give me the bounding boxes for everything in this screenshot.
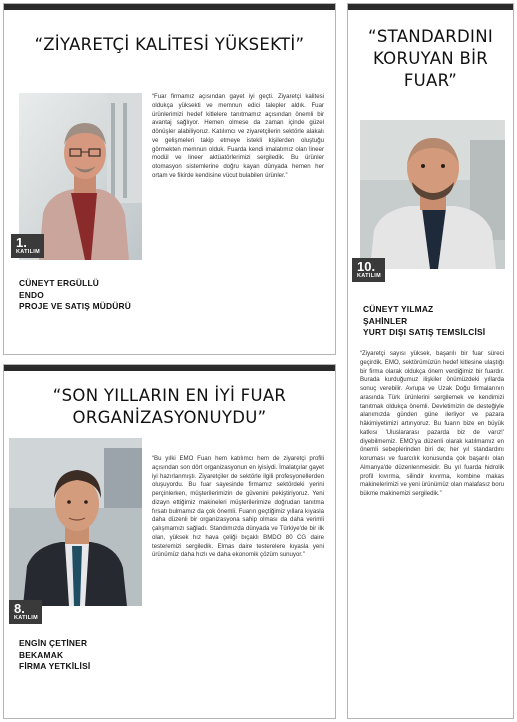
rank-badge: [9, 600, 42, 624]
portrait-image: [360, 120, 505, 269]
rank-number: 10.: [357, 259, 376, 274]
rank-badge: [352, 258, 385, 282]
interview-card-1: [3, 3, 336, 355]
interview-card-2: [347, 3, 514, 719]
person-info: [19, 638, 90, 673]
interview-quote: “Fuar firmamız açısından gayet iyi geçti. Ziyaretçi kalitesi oldukça yüksekti ve memnun edici talepler aldık. Fuar ürünlerimizi hedef kitlelere tanıtmamız açısından önemli bir avantaj sağlıyor. Hemen olmese da zaman içinde güzel dönüşler alabiliyoruz. Katılımcı ve ziyaretçilerin sektörle alakalı ve gelişmeleri takip etmeye istekli kişilerden oluştuğu görmekten memnun olduk. Fuarda kendi imalatımız olan lineer modül ve lineer aktüatörlerimizi sergiledik. Bu ürünler otomasyon sistemlerine doğru kayan dünyada hemen her ortam ve fikirde kendisine vücut bulabilen ürünler.”: [152, 93, 324, 179]
person-company: BEKAMAK: [19, 649, 64, 660]
person-name: CÜNEYT ERGÜLLÜ: [19, 278, 100, 288]
interview-quote: “Ziyaretçi sayısı yüksek, başarılı bir fuar süreci geçirdik. EMO, sektörümüzün hedef kitlesine ulaştığı bir firma olarak oldukça önem verdiğimiz bir fuardır. Burada kurduğumuz ilişkiler önümüzdeki yıllarda sonuç verebilir. Avrupa ve Uzak Doğu firmalarının arasında Türk ürünlerini sergilemek ve kendimizi tanıtmak oldukça önemli. Devletimizin de desteğiyle alanımızda günden güne ilerliyor ve pazara hâkimiyetimizi artırıyoruz. Bu fuarın bize en büyük katkısı 'Uluslararası pazarda biz de varız!' diyebilmemiz. EMO'ya düzenli olarak katılmamız en önemli sebeplerinden biri de; her yıl standardını koruması ve fuarcılık konusunda çok başarılı olan Almanya'de düzenlenmesidir. Bu yıl fuarda hidrolik profil kıvırma, silindir kıvırma, kombine makas makinelerimizi ve yeni ürünümüz olan malafasız boru bükme makinemizi sergiledik.”: [360, 350, 504, 497]
person-info: [19, 278, 131, 313]
person-title: YURT DIŞI SATIŞ TEMSİLCİSİ: [363, 327, 486, 337]
rank-number: 1.: [16, 235, 27, 250]
person-name: CÜNEYT YILMAZ: [363, 304, 434, 314]
rank-badge: [11, 234, 44, 258]
rank-number: 8.: [14, 601, 25, 616]
portrait-image: [9, 438, 142, 606]
person-photo: [9, 438, 142, 606]
card-top-bar: [348, 4, 513, 10]
card-top-bar: [4, 365, 335, 371]
person-title: FİRMA YETKİLİSİ: [19, 661, 91, 671]
person-company: ENDO: [19, 289, 44, 300]
person-title: PROJE VE SATIŞ MÜDÜRÜ: [19, 301, 132, 311]
person-name: ENGİN ÇETİNER: [19, 638, 88, 648]
person-info: [363, 304, 485, 339]
person-photo: [360, 120, 505, 269]
rank-label: KATILIM: [16, 249, 40, 255]
interview-quote: “Bu yılki EMO Fuarı hem katılımcı hem de ziyaretçi profili açısından son dört organizasyonun en iyisiydi. İmalatçılar gayet iyi hazırlanmıştı. Ziyaretçiler de sektörle ilgili profesyonellerden oluşuyordu. Bu fuar sayesinde firmamız sektördeki yerini perçinlerken, müşterilerimizin de güvenini pekiştiriyoruz. Yeni dizayn ettiğimiz makineleri müşterilerimize doğrudan tanıtma fırsatı bulmamız da çok önemli. Fuarın geçtiğimiz yıllara kıyasla daha düzenli bir organizasyona sahip olması da daha verimli çalışmamızı sağladı. Standımızda dünyada ve Türkiye'de bir ilk olan, yüksek hız hava çeliği bıçaklı BMDO 80 CG daire testeremizi sergiledik. Elmas daire testerelere kıyasla yeni ürünümüz daha hızlı ve daha ekonomik çözüm sunuyor.”: [152, 455, 324, 559]
card-top-bar: [4, 4, 335, 10]
rank-label: KATILIM: [357, 273, 381, 279]
card-headline: “ZİYARETÇİ KALİTESİ YÜKSEKTİ”: [34, 35, 305, 54]
card-headline: “SON YILLARIN EN İYİ FUAR ORGANİZASYONUYDU”: [52, 386, 287, 427]
card-headline: “STANDARDINI KORUYAN BİR FUAR”: [368, 27, 493, 90]
rank-label: KATILIM: [14, 615, 38, 621]
interview-card-3: [3, 364, 336, 719]
person-company: ŞAHİNLER: [363, 315, 408, 326]
